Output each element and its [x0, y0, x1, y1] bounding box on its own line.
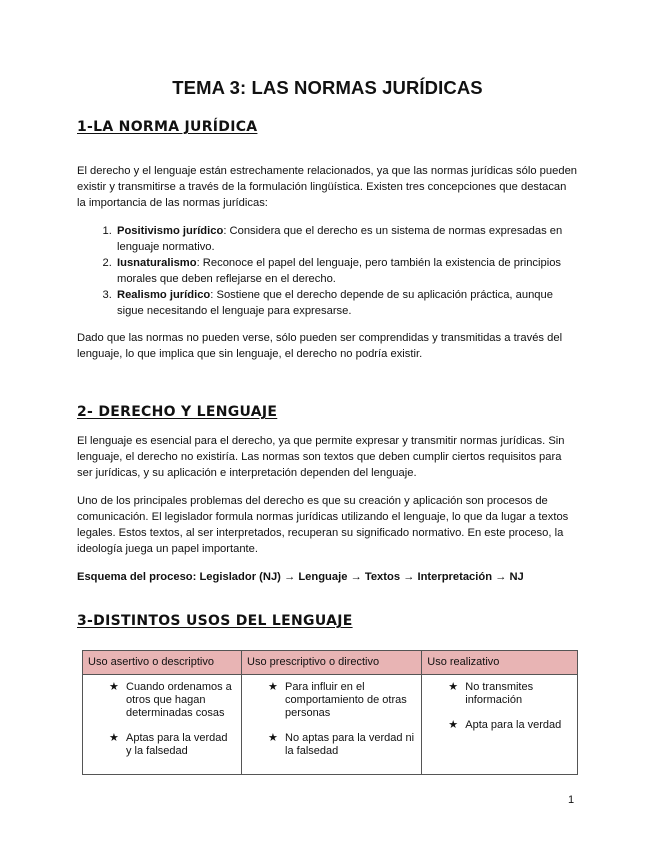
star-icon: ★	[268, 681, 278, 693]
star-icon: ★	[268, 732, 278, 744]
section2-para2: Uno de los principales problemas del derecho es que su creación y aplicación son procesos de comunicación. El legislador formula normas jurídicas utilizando el lenguaje, lo que da lugar a textos legales. Estos textos, al ser interpretados, recuperan su significado normativo. En este proceso, la ideología juega un papel importante.	[77, 495, 569, 555]
page-number: 1	[568, 794, 575, 806]
conceptions-list	[77, 223, 577, 319]
list-item	[115, 287, 577, 319]
star-icon: ★	[448, 719, 459, 731]
section-heading-1: 1-LA NORMA JURÍDICA	[77, 119, 258, 135]
list-item	[115, 223, 577, 255]
star-icon: ★	[109, 681, 119, 693]
list-item	[427, 719, 572, 732]
section-heading-2: 2- DERECHO Y LENGUAJE	[77, 404, 278, 420]
list-item	[427, 681, 572, 707]
star-icon: ★	[109, 732, 119, 744]
page-title: TEMA 3: LAS NORMAS JURÍDICAS	[172, 77, 483, 98]
language-uses-table	[82, 650, 578, 775]
list-item	[247, 732, 416, 758]
bullet-text: No transmites información	[465, 681, 534, 706]
table-header-cell: Uso prescriptivo o directivo	[242, 651, 422, 675]
list-item	[247, 681, 416, 720]
table-header-row	[83, 651, 578, 675]
list-item	[88, 681, 236, 720]
bullet-text: Cuando ordenamos a otros que hagan determinadas cosas	[126, 681, 232, 719]
table-cell	[242, 675, 422, 775]
bullet-text: Apta para la verdad	[465, 719, 562, 731]
section1-intro: El derecho y el lenguaje están estrechamente relacionados, ya que las normas jurídicas sólo pueden existir y transmitirse a través de la formulación lingüística. Existen tres concepciones que destacan la importancia de las normas jurídicas:	[77, 165, 578, 209]
list-item-term: Realismo jurídico	[117, 289, 211, 301]
list-item-text: : Considera que el derecho es un sistema de normas expresadas en lenguaje normativo.	[117, 225, 563, 253]
bullet-text: Aptas para la verdad y la falsedad	[126, 732, 228, 757]
list-item	[88, 732, 236, 758]
star-icon: ★	[448, 681, 459, 693]
bullet-text: Para influir en el comportamiento de otras personas	[285, 681, 407, 719]
bullet-list	[88, 681, 236, 758]
bullet-list	[427, 681, 572, 732]
section2-para1: El lenguaje es esencial para el derecho, ya que permite expresar y transmitir normas jurídicas. Sin lenguaje, el derecho no existiría. Las normas son textos que deben cumplir ciertos requisitos para ser jurídicas, y su aplicación e interpretación dependen del lenguaje.	[77, 435, 565, 479]
section-heading-3: 3-DISTINTOS USOS DEL LENGUAJE	[77, 613, 353, 629]
table-cell	[422, 675, 578, 775]
list-item	[115, 255, 577, 287]
list-item-text: : Reconoce el papel del lenguaje, pero también la existencia de principios morales que deben reflejarse en el derecho.	[117, 257, 562, 285]
table-header-cell: Uso realizativo	[422, 651, 578, 675]
bullet-text: No aptas para la verdad ni la falsedad	[285, 732, 415, 757]
list-item-text: : Sostiene que el derecho depende de su aplicación práctica, aunque sigue necesitando el lenguaje para expresarse.	[117, 289, 553, 317]
bullet-list	[247, 681, 416, 758]
process-scheme: Esquema del proceso: Legislador (NJ) → Lenguaje → Textos → Interpretación → NJ	[77, 571, 524, 583]
table-cell	[83, 675, 242, 775]
table-row	[83, 675, 578, 775]
list-item-term: Positivismo jurídico	[117, 225, 224, 237]
section1-closing: Dado que las normas no pueden verse, sólo pueden ser comprendidas y transmitidas a través del lenguaje, lo que implica que sin lenguaje, el derecho no podría existir.	[77, 332, 563, 360]
list-item-term: Iusnaturalismo	[117, 257, 197, 269]
table-header-cell: Uso asertivo o descriptivo	[83, 651, 242, 675]
